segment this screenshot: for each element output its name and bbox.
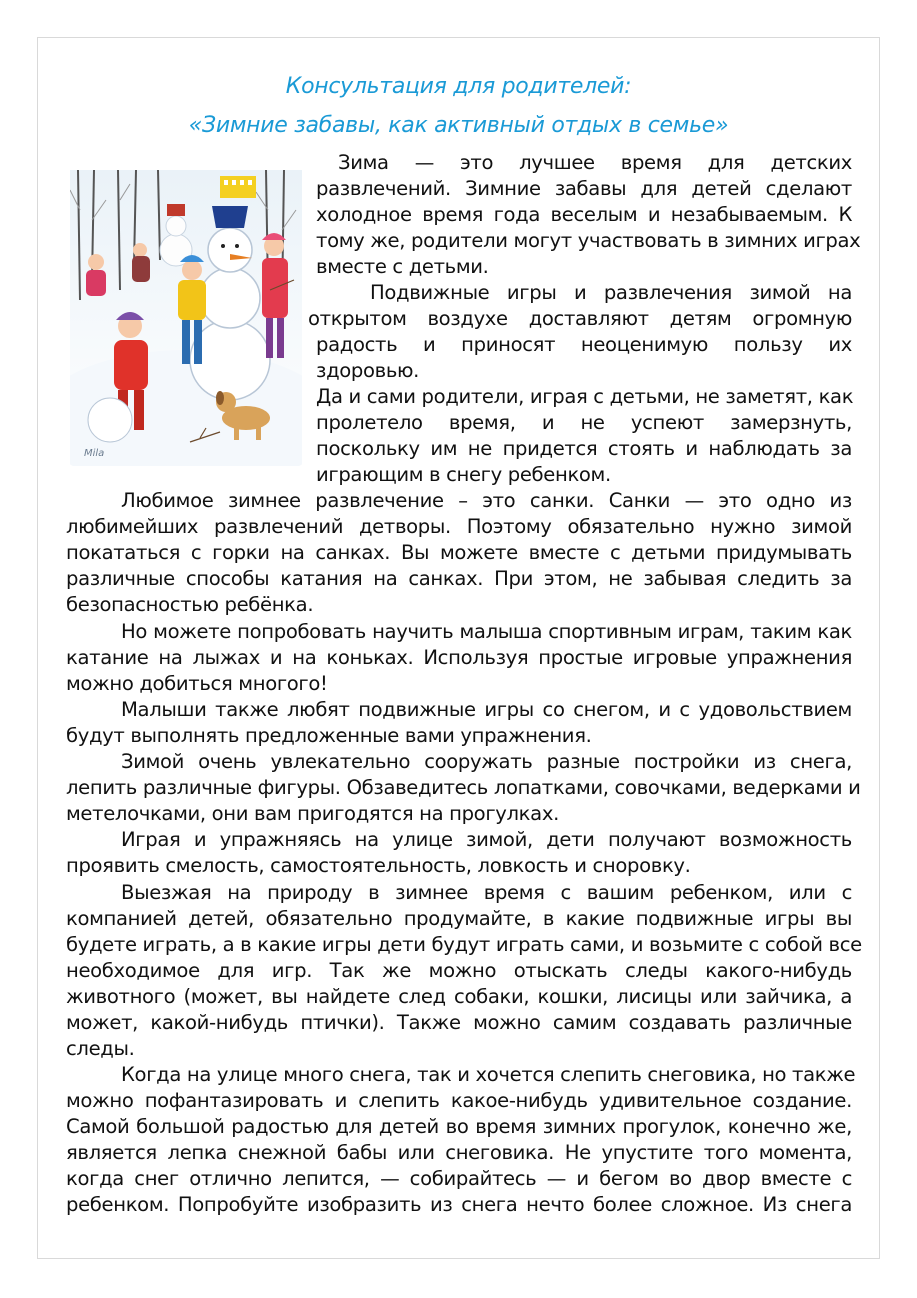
page-title-line-1: Консультация для родителей:: [285, 74, 632, 99]
text-line: будут выполнять предложенные вами упражнения.: [66, 724, 592, 747]
text-line: является лепка снежной бабы или снеговика. Не упустите того момента,: [66, 1141, 852, 1164]
text-line: радость и приносят неоценимую пользу их: [316, 333, 852, 356]
text-line: будете играть, а в какие игры дети будут играть сами, и возьмите с собой все: [66, 933, 862, 956]
text-line: покататься с горки на санках. Вы можете вместе с детьми придумывать: [66, 541, 852, 564]
page-title-line-2: «Зимние забавы, как активный отдых в семье»: [188, 113, 729, 138]
text-line: лепить различные фигуры. Обзаведитесь лопатками, совочками, ведерками и: [66, 776, 861, 799]
text-line: Малыши также любят подвижные игры со снегом, и с удовольствием: [121, 698, 852, 721]
text-line: любимейших развлечений детворы. Поэтому обязательно нужно зимой: [66, 515, 852, 538]
text-line: различные способы катания на санках. При этом, не забывая следить за: [66, 567, 852, 590]
illustration-signature: Mila: [84, 448, 105, 459]
text-line: Подвижные игры и развлечения зимой на: [370, 281, 852, 304]
text-line: необходимое для игр. Так же можно отыскать следы какого-нибудь: [66, 959, 852, 982]
text-line: Зима — это лучшее время для детских: [338, 151, 852, 174]
text-line: развлечений. Зимние забавы для детей сделают: [316, 177, 852, 200]
text-line: Играя и упражняясь на улице зимой, дети получают возможность: [121, 828, 852, 851]
text-line: здоровью.: [316, 359, 420, 382]
text-line: открытом воздухе доставляют детям огромную: [308, 307, 852, 330]
text-line: может, какой-нибудь птички). Также можно самим создавать различные: [66, 1011, 852, 1034]
text-line: играющим в снегу ребенком.: [316, 463, 611, 486]
text-line: можно добиться многого!: [66, 672, 328, 695]
text-line: Но можете попробовать научить малыша спортивным играм, таким как: [121, 620, 852, 643]
text-line: холодное время года веселым и незабываемым. К: [316, 203, 852, 226]
text-line: Когда на улице много снега, так и хочется слепить снеговика, но также: [121, 1063, 856, 1086]
text-line: когда снег отлично лепится, — собирайтесь — и бегом во двор вместе с: [66, 1167, 852, 1190]
text-line: катание на лыжах и на коньках. Используя простые игровые упражнения: [66, 646, 852, 669]
text-line: животного (может, вы найдете след собаки, кошки, лисицы или зайчика, а: [66, 985, 852, 1008]
winter-illustration: [70, 170, 302, 466]
text-line: Да и сами родители, играя с детьми, не заметят, как: [316, 385, 854, 408]
text-line: пролетело время, и не успеют замерзнуть,: [316, 411, 852, 434]
text-line: Зимой очень увлекательно сооружать разные постройки из снега,: [121, 750, 852, 773]
text-line: можно пофантазировать и слепить какое-нибудь удивительное создание.: [66, 1089, 852, 1112]
text-line: вместе с детьми.: [316, 255, 489, 278]
text-line: метелочками, они вам пригодятся на прогулках.: [66, 802, 559, 825]
text-line: поскольку им не придется стоять и наблюдать за: [316, 437, 852, 460]
text-line: Любимое зимнее развлечение – это санки. Санки — это одно из: [121, 489, 852, 512]
text-line: безопасностью ребёнка.: [66, 593, 314, 616]
text-line: компанией детей, обязательно продумайте, в какие подвижные игры вы: [66, 907, 852, 930]
text-line: следы.: [66, 1037, 135, 1060]
text-line: проявить смелость, самостоятельность, ловкость и сноровку.: [66, 854, 691, 877]
text-line: ребенком. Попробуйте изобразить из снега нечто более сложное. Из снега: [66, 1193, 852, 1216]
text-line: Самой большой радостью для детей во время зимних прогулок, конечно же,: [66, 1115, 852, 1138]
text-line: Выезжая на природу в зимнее время с вашим ребенком, или с: [121, 881, 852, 904]
text-line: тому же, родители могут участвовать в зимних играх: [316, 229, 861, 252]
